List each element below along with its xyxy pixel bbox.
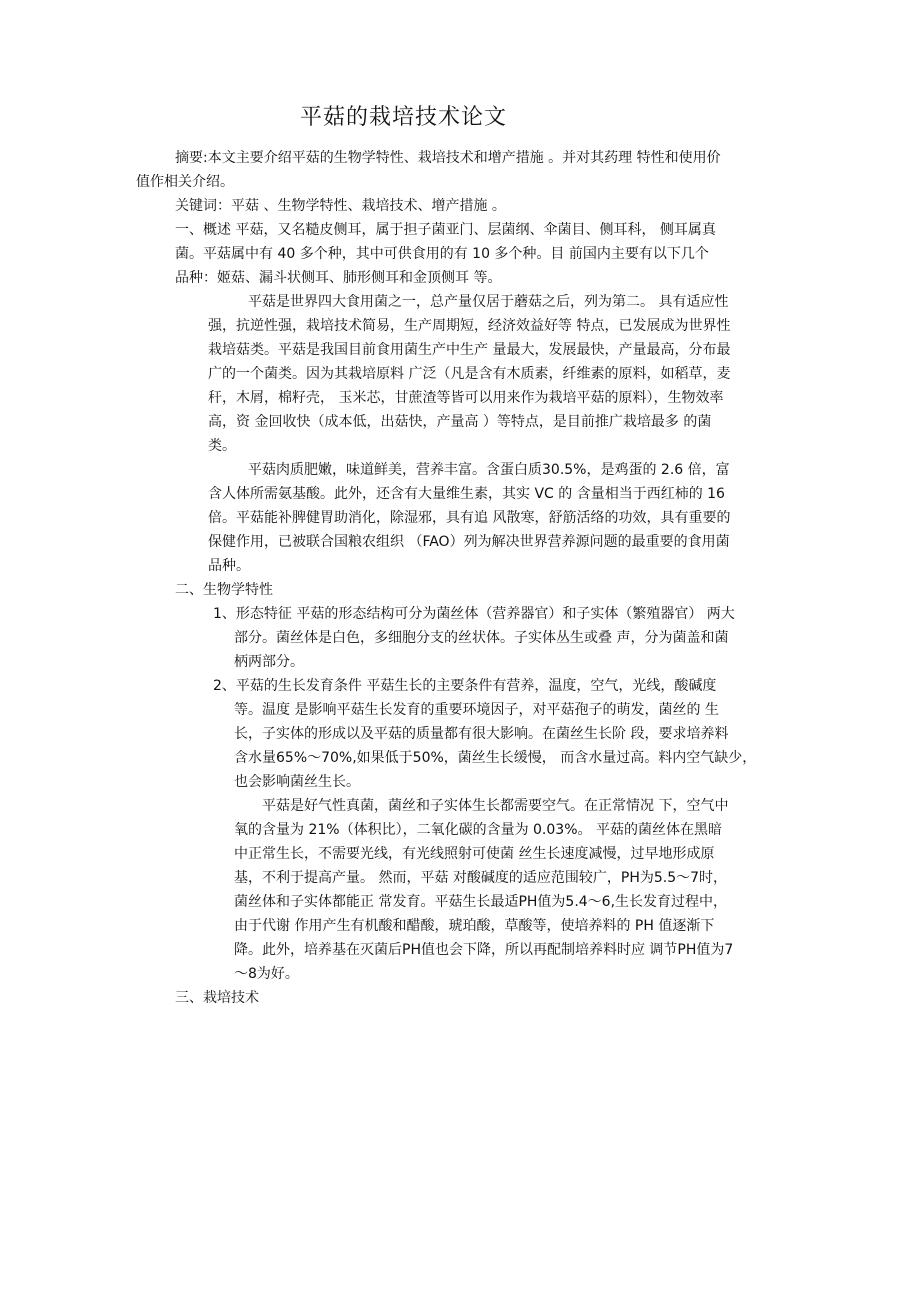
para2-line: 品种。 xyxy=(208,558,250,574)
item2-line: 长，子实体的形成以及平菇的质量都有很大影响。在菌丝生长阶 段，要求培养料 xyxy=(234,726,729,742)
section1-line: 一、概述 平菇，又名糙皮侧耳，属于担子菌亚门、层菌纲、伞菌目、侧耳科， 侧耳属真 xyxy=(175,222,716,238)
section1-line: 菌。平菇属中有 40 多个种，其中可供食用的有 10 多个种。目 前国内主要有以下几个 xyxy=(175,246,709,262)
item2-line: 2、平菇的生长发育条件 平菇生长的主要条件有营养，温度，空气，光线，酸碱度 xyxy=(213,678,717,694)
item1-line: 部分。菌丝体是白色，多细胞分支的丝状体。子实体丛生或叠 声，分为菌盖和菌 xyxy=(234,630,729,646)
para1-line: 强，抗逆性强，栽培技术简易，生产周期短，经济效益好等 特点，已发展成为世界性 xyxy=(208,318,731,334)
para2-line: 保健作用，已被联合国粮农组织 （FAO）列为解决世界营养源问题的最重要的食用菌 xyxy=(208,534,730,550)
para2-line: 倍。平菇能补脾健胃助消化，除湿邪，具有追 风散寒，舒筋活络的功效，具有重要的 xyxy=(208,510,731,526)
document-title: 平菇的栽培技术论文 xyxy=(300,105,508,130)
para1-line: 秆，木屑，棉籽壳， 玉米芯，甘蔗渣等皆可以用来作为栽培平菇的原料），生物效率 xyxy=(208,390,724,406)
para1-line: 栽培菇类。平菇是我国目前食用菌生产中生产 量最大，发展最快，产量最高，分布最 xyxy=(208,342,731,358)
abstract-line: 值作相关介绍。 xyxy=(136,174,234,190)
para1-line: 广的一个菌类。因为其栽培原料 广泛（凡是含有木质素，纤维素的原料，如稻草，麦 xyxy=(208,366,731,382)
item2-line: 含水量65%～70%,如果低于50%，菌丝生长缓慢， 而含水量过高。料内空气缺少， xyxy=(234,750,757,766)
para1-line: 类。 xyxy=(208,438,236,454)
para3-line: 菌丝体和子实体都能正 常发育。平菇生长最适PH值为5.4～6,生长发育过程中， xyxy=(234,894,728,910)
para3-line: 中正常生长，不需要光线，有光线照射可使菌 丝生长速度减慢，过早地形成原 xyxy=(234,846,715,862)
para3-line: 基，不利于提高产量。 然而，平菇 对酸碱度的适应范围较广，PH为5.5～7时， xyxy=(234,870,728,886)
para2-line: 含人体所需氨基酸。此外，还含有大量维生素，其实 VC 的 含量相当于西红柿的 16 xyxy=(208,486,725,502)
item1-line: 柄两部分。 xyxy=(234,654,304,670)
item2-line: 也会影响菌丝生长。 xyxy=(234,774,360,790)
para1-line: 高，资 金回收快（成本低，出菇快，产量高 ）等特点，是目前推广栽培最多 的菌 xyxy=(208,414,712,430)
para2-line: 平菇肉质肥嫩，味道鲜美，营养丰富。含蛋白质30.5%，是鸡蛋的 2.6 倍，富 xyxy=(248,462,730,478)
para3-line: 降。此外，培养基在灭菌后PH值也会下降，所以再配制培养料时应 调节PH值为7 xyxy=(234,942,734,958)
abstract-line: 摘要:本文主要介绍平菇的生物学特性、栽培技术和增产措施 。并对其药理 特性和使用价 xyxy=(175,150,721,166)
keywords-line: 关键词：平菇 、生物学特性、栽培技术、增产措施 。 xyxy=(175,198,506,214)
section1-line: 品种：姬菇、漏斗状侧耳、肺形侧耳和金顶侧耳 等。 xyxy=(175,270,502,286)
section3-heading: 三、栽培技术 xyxy=(175,990,259,1006)
para3-line: ～8为好。 xyxy=(234,966,299,982)
para3-line: 由于代谢 作用产生有机酸和醋酸，琥珀酸，草酸等，使培养料的 PH 值逐渐下 xyxy=(234,918,715,934)
para3-line: 氧的含量为 21%（体积比），二氧化碳的含量为 0.03%。 平菇的菌丝体在黑暗 xyxy=(234,822,722,838)
para3-line: 平菇是好气性真菌，菌丝和子实体生长都需要空气。在正常情况 下，空气中 xyxy=(262,798,729,814)
section2-heading: 二、生物学特性 xyxy=(175,582,273,598)
para1-line: 平菇是世界四大食用菌之一，总产量仅居于蘑菇之后，列为第二。 具有适应性 xyxy=(248,294,729,310)
item1-line: 1、形态特征 平菇的形态结构可分为菌丝体（营养器官）和子实体（繁殖器官） 两大 xyxy=(213,606,735,622)
item2-line: 等。温度 是影响平菇生长发育的重要环境因子，对平菇孢子的萌发，菌丝的 生 xyxy=(234,702,719,718)
